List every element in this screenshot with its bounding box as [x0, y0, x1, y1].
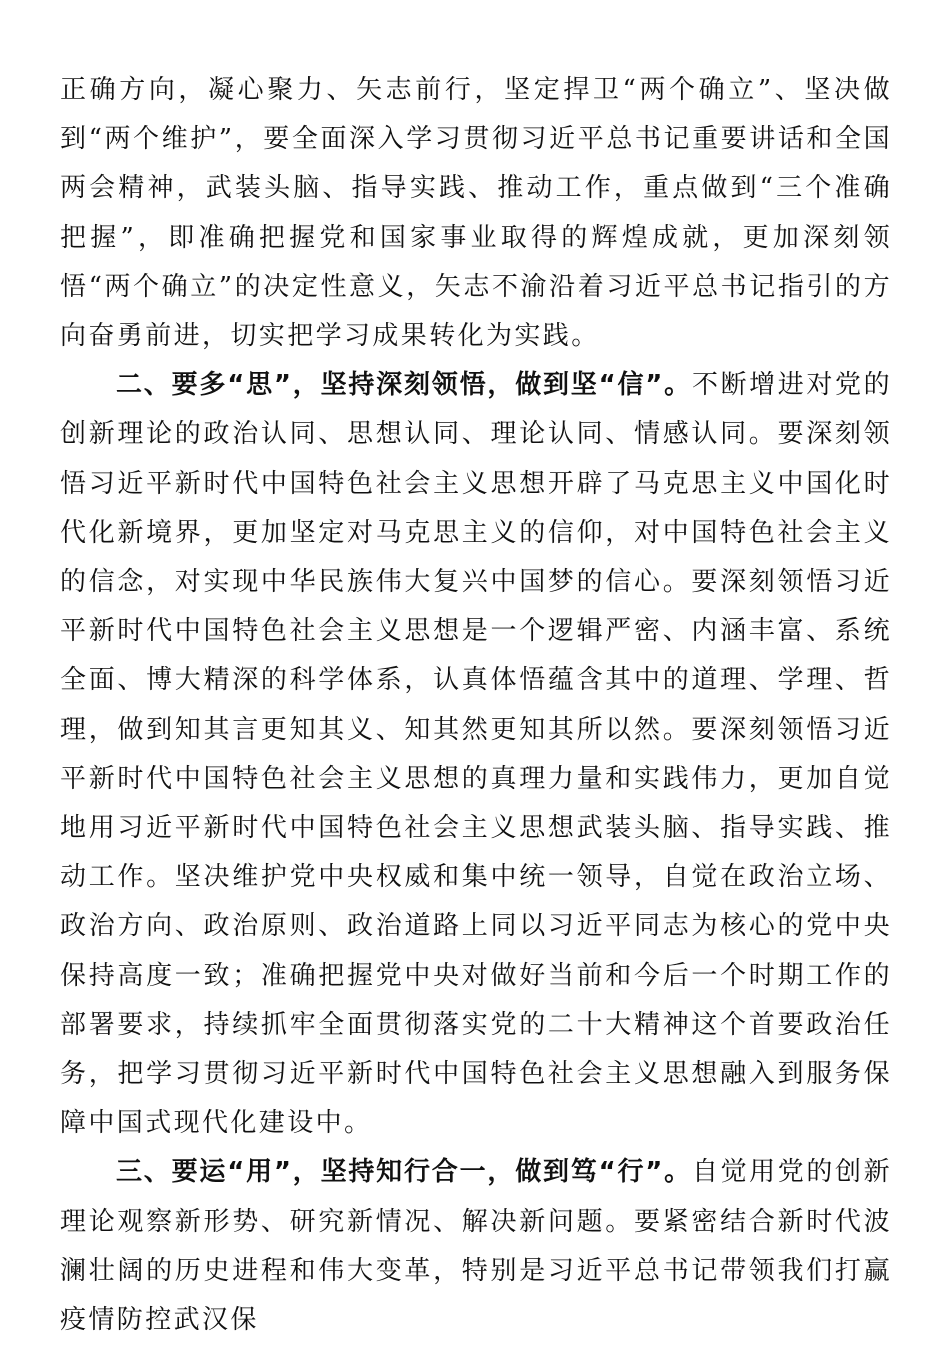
paragraph-3-body: 自觉用党的创新理论观察新形势、研究新情况、解决新问题。要紧密结合新时代波澜壮阔的历史进程和伟大变革，特别是习近平总书记带领我们打赢疫情防控武汉保 [60, 1157, 892, 1336]
paragraph-2-body: 不断增进对党的创新理论的政治认同、思想认同、理论认同、情感认同。要深刻领悟习近平新时代中国特色社会主义思想开辟了马克思主义中国化时代化新境界，更加坚定对马克思主义的信仰，对中国特色社会主义的信念，对实现中华民族伟大复兴中国梦的信心。要深刻领悟习近平新时代中国特色社会主义思想是一个逻辑严密、内涵丰富、系统全面、博大精深的科学体系，认真体悟蕴含其中的道理、学理、哲理，做到知其言更知其义、知其然更知其所以然。要深刻领悟习近平新时代中国特色社会主义思想的真理力量和实践伟力，更加自觉地用习近平新时代中国特色社会主义思想武装头脑、指导实践、推动工作。坚决维护党中央权威和集中统一领导，自觉在政治立场、政治方向、政治原则、政治道路上同以习近平同志为核心的党中央保持高度一致；准确把握党中央对做好当前和今后一个时期工作的部署要求，持续抓牢全面贯彻落实党的二十大精神这个首要政治任务，把学习贯彻习近平新时代中国特色社会主义思想融入到服务保障中国式现代化建设中。 [60, 370, 892, 1139]
section-2-heading: 二、要多“思”，坚持深刻领悟，做到坚“信”。 [116, 370, 692, 401]
section-3-heading: 三、要运“用”，坚持知行合一，做到笃“行”。 [116, 1157, 692, 1188]
paragraph-1-body: 正确方向，凝心聚力、矢志前行，坚定捍卫“两个确立”、坚决做到“两个维护”，要全面深入学习贯彻习近平总书记重要讲话和全国两会精神，武装头脑、指导实践、推动工作，重点做到“三个准确把握”，即准确把握党和国家事业取得的辉煌成就，更加深刻领悟“两个确立”的决定性意义，矢志不渝沿着习近平总书记指引的方向奋勇前进，切实把学习成果转化为实践。 [60, 75, 892, 352]
paragraph-3 [60, 1148, 892, 1345]
paragraph-1 [60, 66, 892, 361]
document-page [60, 66, 892, 1345]
paragraph-2 [60, 361, 892, 1148]
